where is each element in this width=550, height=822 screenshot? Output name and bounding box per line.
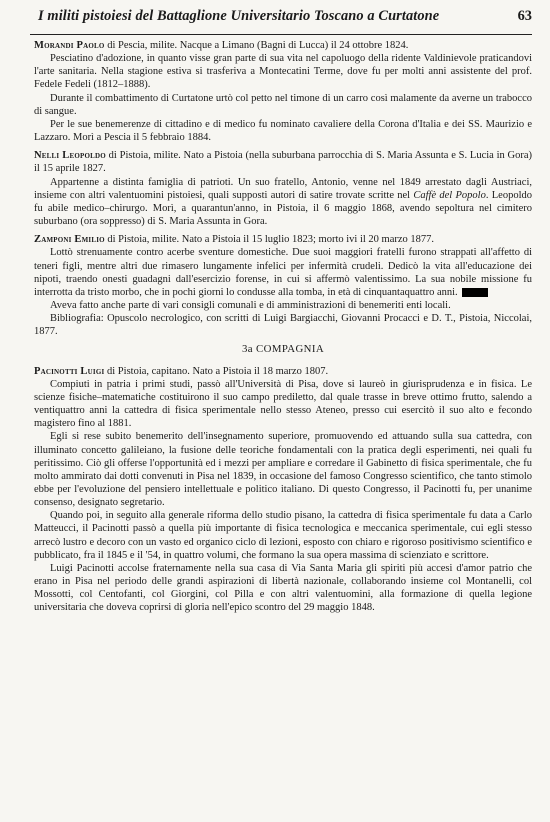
entry-paragraph: Bibliografia: Opuscolo necrologico, con scritti di Luigi Bargiacchi, Giovanni Procacci e D. T., Pistoia, Niccolai, 1877. bbox=[34, 313, 532, 338]
entry-heading bbox=[34, 233, 532, 246]
entry-name: Morandi Paolo bbox=[34, 40, 105, 51]
section-heading: 3a COMPAGNIA bbox=[241, 343, 325, 356]
entry-paragraph: Quando poi, in seguito alla generale riforma dello studio pisano, la cattedra di fisica sperimentale fu data a Carlo Matteucci, il Pacinotti passò a quella più importante di fisica tecnologica e meccanica sperimentale, cui egli stesso arrecò lustro e decoro con un vasto ed organico ciclo di lezioni, esposto con chiaro e rigoroso positivismo scientifico e pubblicato, fra il 1845 e il '54, in quattro volumi, che formano la sua opera massima di scienziato e scrittore. bbox=[34, 510, 532, 561]
paragraph-text: Lottò strenuamente contro acerbe sventure domestiche. Due suoi maggiori fratelli furono strappati all'affetto di teneri figli, mentre altri due rimasero lungamente infelici per infermità crudeli. Dedicò la vita all'educazione dei nipoti, traendo onesti guadagni dall'esercizio forense, in cui si affermò valentissimo. La sua nobile missione fu interrotta da tristo morbo, che in pochi giorni lo condusse alla tomba, in età di cinquantaquattro anni. bbox=[34, 247, 532, 298]
newspaper-title: Caffè del Popolo bbox=[413, 189, 486, 201]
paragraph-text: . Leopoldo fu abile medico–chirurgo. Morì, a quarantun'anno, in Pistoia, il 6 maggio 1868, avendo sepoltura nel cimitero suburbano (ora soppresso) di S. Maria Assunta in Gora. bbox=[34, 189, 532, 228]
paragraph-text: Appartenne a distinta famiglia di patrioti. Un suo fratello, Antonio, venne nel 1849 arrestato dagli Austriaci, insieme con altri valentuomini pistoiesi, quali supposti autori di satire trovate scritte nel bbox=[34, 176, 532, 201]
page-number: 63 bbox=[517, 8, 532, 24]
entry-heading-text: di Pistoia, capitano. Nato a Pistoia il 18 marzo 1807. bbox=[104, 365, 329, 377]
entry-paragraph: Luigi Pacinotti accolse fraternamente nella sua casa di Via Santa Maria gli spiriti più accesi d'amor patrio che erano in Pisa nel periodo delle grandi aspirazioni di libertà nazionale, collaborando insieme col Montanelli, col Mossotti, col Centofanti, col Giorgini, col Pilla e con altri valentuomini, alla formazione di quella legione universitaria che doveva coprirsi di gloria nell'epico scontro del 29 maggio 1848. bbox=[34, 562, 532, 614]
running-header bbox=[30, 8, 532, 35]
entry-heading-text: di Pistoia, milite. Nato a Pistoia il 15 luglio 1823; morto ivi il 20 marzo 1877. bbox=[104, 234, 435, 246]
entry-heading bbox=[34, 149, 532, 175]
ink-blot bbox=[462, 288, 488, 297]
entry-paragraph: Egli si rese subito benemerito dell'insegnamento superiore, promuovendo ed attuando sulla sua cattedra, con illuminato concetto galileiano, la fusione delle teoriche fondamentali con la pratica degli esperimenti, nei quali fu peritissimo. Ciò gli offerse l'opportunità ed i mezzi per ampliare e corredare il Gabinetto di fisica sperimentale, che fu molto ammirato dai dotti convenuti in Pisa nel 1839, in occasione del famoso Congresso scientifico, che tanto stimolo ebbe per l'evoluzione del pensiero intellettuale e politico italiano. Di questo Congresso, il Pacinotti fu, per unanime consenso, designato segretario. bbox=[34, 431, 532, 509]
biography-entry-pacinotti bbox=[34, 365, 532, 615]
biography-entry-morandi bbox=[34, 39, 532, 144]
page-body bbox=[34, 39, 532, 620]
biography-entry-zamponi bbox=[34, 233, 532, 338]
entry-paragraph: Durante il combattimento di Curtatone urtò col petto nel timone di un carro così malamente da averne un trabocco di sangue. bbox=[34, 92, 532, 117]
entry-paragraph: Per le sue benemerenze di cittadino e di medico fu nominato cavaliere della Corona d'Italia e dei SS. Maurizio e Lazzaro. Morì a Pescia il 5 febbraio 1884. bbox=[34, 118, 532, 144]
entry-paragraph bbox=[34, 246, 532, 299]
entry-name: Nelli Leopoldo bbox=[34, 150, 106, 162]
entry-heading-text: di Pistoia, milite. Nato a Pistoia (nella suburbana parrocchia di S. Maria Assunta e S. Lucia in Gora) il 15 aprile 1827. bbox=[34, 150, 533, 175]
entry-paragraph: Compiuti in patria i primi studi, passò all'Università di Pisa, dove si laureò in giurisprudenza e in fisica. Le scienze fisiche–matematiche costituirono il suo campo prediletto, dal quale trasse in breve ottimo frutto, salendo a ventiquattro anni la cattedra di fisica sperimentale nello stesso Ateneo, presso cui esercitò il suo alto e fecondo magistero fino al 1881. bbox=[34, 378, 532, 430]
entry-name: Pacinotti Luigi bbox=[34, 365, 105, 377]
entry-heading bbox=[34, 39, 532, 52]
entry-heading-text: di Pescia, milite. Nacque a Limano (Bagni di Lucca) il 24 ottobre 1824. bbox=[104, 40, 409, 51]
entry-heading bbox=[34, 365, 532, 378]
entry-paragraph: Aveva fatto anche parte di vari consigli comunali e di amministrazioni di benemeriti enti locali. bbox=[50, 299, 451, 311]
biography-entry-nelli bbox=[34, 149, 532, 228]
running-title: I militi pistoiesi del Battaglione Universitario Toscano a Curtatone bbox=[38, 8, 440, 24]
entry-name: Zamponi Emilio bbox=[34, 234, 105, 246]
entry-paragraph: Pesciatino d'adozione, in quanto visse gran parte di sua vita nel capoluogo della ridente Valdinievole praticandovi l'arte sanitaria. Nella stagione estiva si trasferiva a Montecatini Terme, dove fu per molti anni assistente del prof. Fedele Fedeli (1812–1888). bbox=[34, 53, 532, 91]
entry-paragraph bbox=[34, 176, 532, 229]
